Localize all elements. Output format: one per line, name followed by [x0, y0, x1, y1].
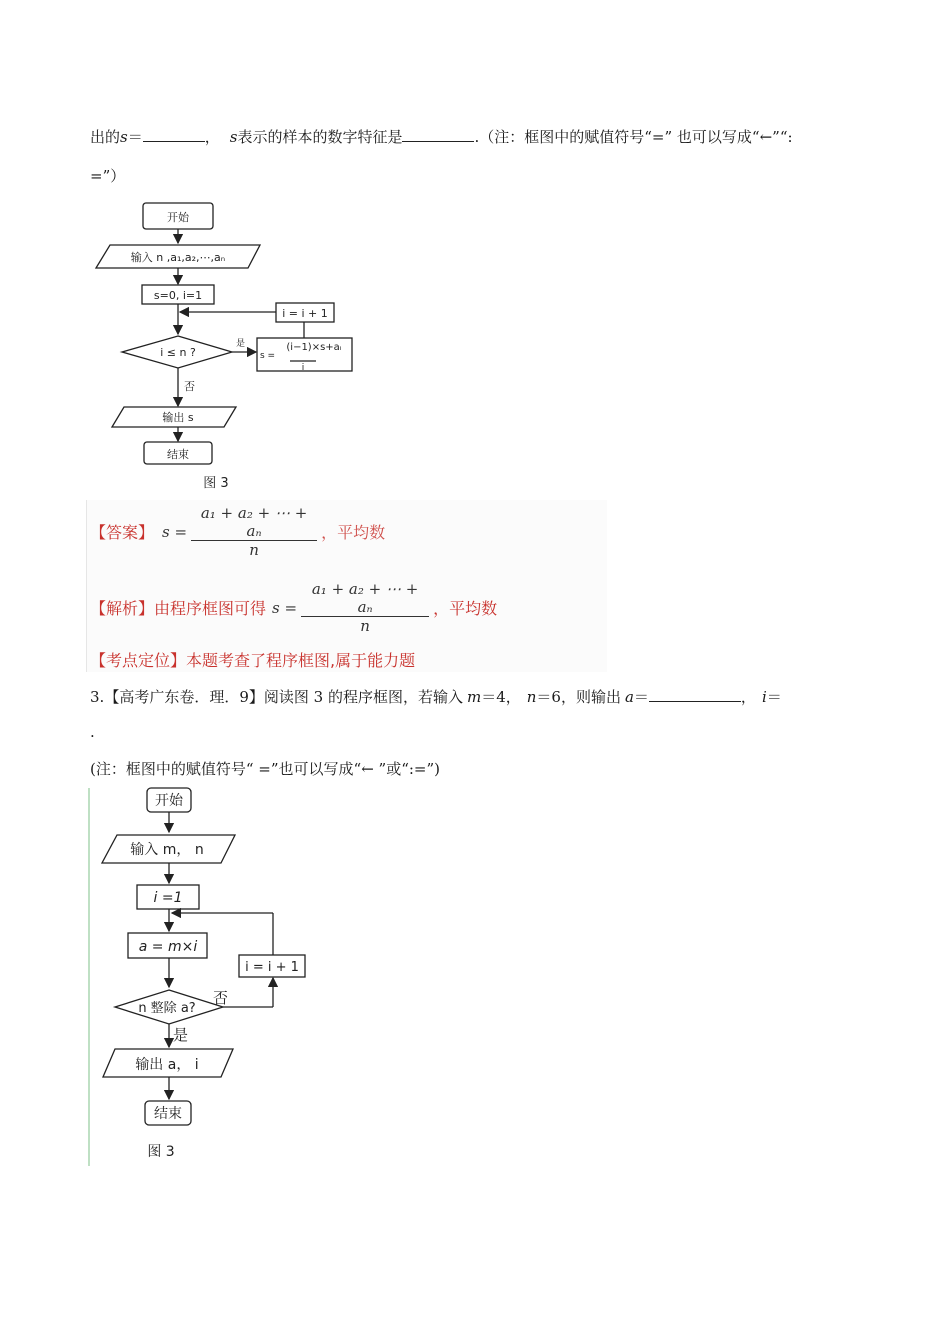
analysis-tag: 【解析】 — [90, 599, 155, 618]
init-label: s=0, i=1 — [153, 289, 203, 302]
analysis-line: 【解析】 由程序框图可得 s = $\frac{\text{a₁ + a₂ + ⋯ + aₙ}}{n}$ ，平均数 — [90, 580, 498, 635]
input-label-2: 输入 m， n — [130, 842, 204, 858]
figure-caption: 图 3 — [203, 476, 229, 491]
answer-line: 【答案】 s = $\frac{\text{a₁ + a₂ + ⋯ + aₙ}}{n}$ ，平均数 — [90, 504, 386, 559]
condition-label-2: n 整除 a? — [138, 1001, 196, 1016]
start-label: 开始 — [167, 211, 189, 224]
answer-blank-2[interactable] — [402, 127, 474, 142]
start-label-2: 开始 — [155, 793, 183, 809]
flowchart-figure-1 — [90, 195, 370, 495]
topic-line: 【考点定位】本题考查了程序框图,属于能力题 — [90, 651, 416, 670]
q3-line2: . — [90, 723, 95, 741]
yes-label-2: 是 — [173, 1026, 189, 1044]
s-update-numerator: (i−1)×s+aᵢ — [286, 342, 342, 353]
no-label: 否 — [184, 380, 195, 393]
end-label: 结束 — [167, 448, 189, 461]
topic-tag: 【考点定位】 — [90, 651, 187, 670]
yes-label: 是 — [236, 339, 246, 349]
analysis-fraction: $\frac{\text{a₁ + a₂ + ⋯ + aₙ}}{n}$ — [301, 580, 429, 635]
s-update-denominator: i — [301, 363, 305, 373]
output-label-2: 输出 a， i — [135, 1057, 199, 1073]
answer-tag: 【答案】 — [90, 523, 155, 542]
answer-fraction: $\frac{\text{a₁ + a₂ + ⋯ + aₙ}}{n}$ — [191, 504, 317, 559]
i-update-label: i = i + 1 — [282, 307, 328, 320]
q3-line1: 3.【高考广东卷．理．9】阅读图 3 的程序框图，若输入 m＝4， n＝6，则输出 a＝ ， i＝ — [90, 688, 782, 706]
i-update-label-2: i = i + 1 — [245, 960, 299, 975]
q2-line1: 出的s＝ ， s表示的样本的数字特征是 .（注：框图中的赋值符号“=” 也可以写成“←”“: — [90, 128, 793, 146]
s-update-lhs: s = — [260, 351, 276, 361]
condition-label: i ≤ n ? — [160, 346, 196, 359]
answer-blank-a[interactable] — [649, 687, 741, 702]
end-label-2: 结束 — [154, 1106, 182, 1122]
q3-source: 【高考广东卷．理．9】 — [104, 688, 264, 706]
init-label-2: i =1 — [153, 890, 183, 906]
answer-blank-1[interactable] — [143, 127, 205, 142]
assign-label: a = m×i — [138, 939, 198, 955]
no-label-2: 否 — [213, 989, 229, 1007]
output-label: 输出 s — [162, 411, 194, 424]
input-label: 输入 n ,a₁,a₂,⋯,aₙ — [130, 251, 226, 264]
figure-2-border — [88, 788, 90, 1166]
figure-caption-2: 图 3 — [147, 1144, 175, 1160]
q3-note: (注：框图中的赋值符号“ =”也可以写成“← ”或“:=”) — [90, 760, 441, 778]
flowchart-figure-2 — [95, 785, 395, 1170]
q2-line2: =”） — [90, 167, 126, 185]
